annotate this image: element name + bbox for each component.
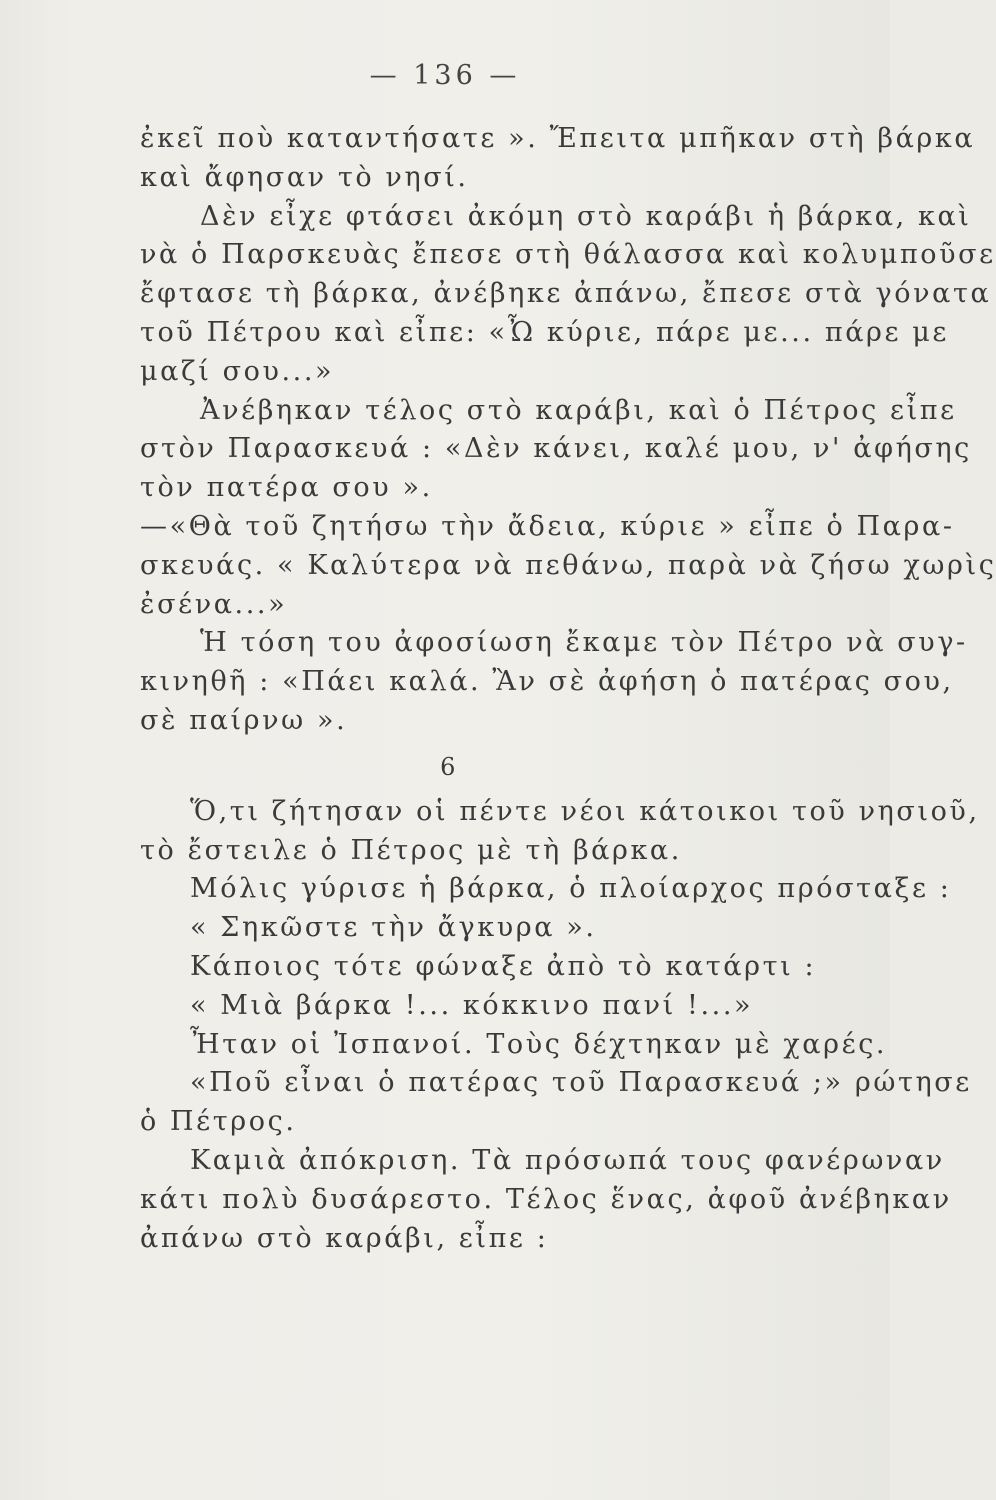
text-line: Μόλις γύρισε ἡ βάρκα, ὁ πλοίαρχος πρόσταξε : [190, 873, 952, 905]
text-line: ἀπάνω στὸ καράβι, εἶπε : [140, 1222, 549, 1254]
text-line: Δὲν εἶχε φτάσει ἀκόμη στὸ καράβι ἡ βάρκα, καὶ [200, 200, 972, 232]
text-line: ὁ Πέτρος. [140, 1106, 297, 1138]
page-text [140, 120, 996, 1258]
text-line: Ἀνέβηκαν τέλος στὸ καράβι, καὶ ὁ Πέτρος εἶπε [200, 394, 957, 426]
text-line: τὸ ἔστειλε ὁ Πέτρος μὲ τὴ βάρκα. [140, 834, 682, 866]
text-line: Ὅ,τι ζήτησαν οἱ πέντε νέοι κάτοικοι τοῦ νησιοῦ, [190, 795, 980, 827]
text-line: Κάποιος τότε φώναξε ἀπὸ τὸ κατάρτι : [190, 950, 817, 982]
text-line: νὰ ὁ Παρσκευὰς ἔπεσε στὴ θάλασσα καὶ κολυμποῦσε [140, 239, 996, 271]
text-line: σκευάς. « Καλύτερα νὰ πεθάνω, παρὰ νὰ ζήσω χωρὶς [140, 549, 996, 581]
text-line: σὲ παίρνω ». [140, 704, 348, 736]
text-line: ἐσένα...» [140, 588, 288, 620]
text-line: Καμιὰ ἀπόκριση. Τὰ πρόσωπά τους φανέρωναν [190, 1144, 945, 1176]
text-line: —«Θὰ τοῦ ζητήσω τὴν ἄδεια, κύριε » εἶπε ὁ Παρα- [140, 510, 955, 542]
text-line: « Σηκῶστε τὴν ἄγκυρα ». [190, 912, 597, 944]
page-number: — 136 — [369, 60, 521, 91]
text-line: μαζί σου...» [140, 355, 335, 387]
text-line: τοῦ Πέτρου καὶ εἶπε: «Ὦ κύριε, πάρε με... πάρε με [140, 316, 950, 348]
text-line: καὶ ἄφησαν τὸ νησί. [140, 161, 469, 193]
text-line: « Μιὰ βάρκα !... κόκκινο πανί !...» [190, 989, 754, 1021]
text-line: στὸν Παρασκευά : «Δὲν κάνει, καλέ μου, ν' ἀφήσης [140, 433, 972, 465]
text-line: ἐκεῖ ποὺ καταντήσατε ». Ἔπειτα μπῆκαν στὴ βάρκα [140, 123, 976, 154]
text-line: Ἦταν οἱ Ἰσπανοί. Τοὺς δέχτηκαν μὲ χαρές. [190, 1028, 888, 1060]
text-line: τὸν πατέρα σου ». [140, 472, 433, 504]
section-number: 6 [440, 752, 458, 781]
text-line: ἔφτασε τὴ βάρκα, ἀνέβηκε ἀπάνω, ἔπεσε στὰ γόνατα [140, 278, 992, 310]
text-line: «Ποῦ εἶναι ὁ πατέρας τοῦ Παρασκευά ;» ρώτησε [190, 1067, 972, 1099]
text-line: κάτι πολὺ δυσάρεστο. Τέλος ἕνας, ἀφοῦ ἀνέβηκαν [140, 1183, 952, 1215]
text-line: Ἡ τόση του ἀφοσίωση ἔκαμε τὸν Πέτρο νὰ συγ- [200, 627, 968, 659]
text-line: κινηθῆ : «Πάει καλά. Ἂν σὲ ἀφήση ὁ πατέρας σου, [140, 666, 954, 698]
